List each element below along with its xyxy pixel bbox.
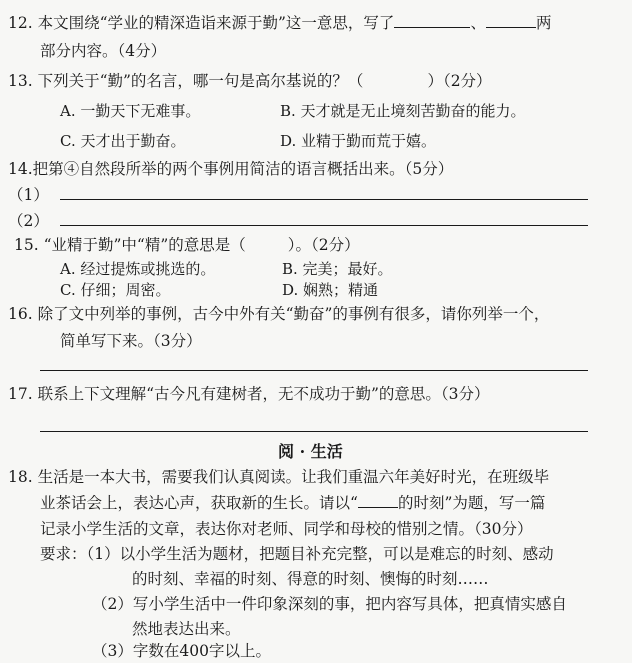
q12-line2: 部分内容。（4分） xyxy=(40,42,167,60)
q14-answer-2-label: （2） xyxy=(8,212,49,230)
q14-stem: 14.把第④自然段所举的两个事例用简洁的语言概括出来。（5分） xyxy=(8,160,454,178)
q15-option-d: D. 娴熟；精通 xyxy=(282,281,379,299)
q18-line1: 18. 生活是一本大书，需要我们认真阅读。让我们重温六年美好时光，在班级毕 xyxy=(8,468,550,486)
q13-option-a: A. 一勤天下无难事。 xyxy=(60,102,201,120)
q12-line1: 12. 本文围绕“学业的精深造诣来源于勤”这一意思，写了 、 两 xyxy=(8,14,552,32)
q15-stem: 15. “业精于勤”中“精”的意思是（ ）。（2分） xyxy=(14,236,360,254)
q18-line2: 业茶话会上，表达心声，获取新的生长。请以“ 的时刻”为题，写一篇 xyxy=(40,494,546,512)
q18-requirement-1a: 要求：（1）以小学生活为题材，把题目补充完整，可以是难忘的时刻、感动 xyxy=(40,545,554,563)
q14-answer-1-line[interactable] xyxy=(60,199,588,200)
q16-answer-line[interactable] xyxy=(40,370,588,371)
q16-line2: 简单写下来。（3分） xyxy=(60,332,202,350)
q18-line3: 记录小学生活的文章，表达你对老师、同学和母校的惜别之情。（30分） xyxy=(40,520,533,538)
q13-option-c: C. 天才出于勤奋。 xyxy=(60,132,186,150)
q16-line1: 16. 除了文中列举的事例，古今中外有关“勤奋”的事例有很多，请你列举一个， xyxy=(8,305,550,323)
q14-answer-2-line[interactable] xyxy=(60,225,588,226)
q13-stem: 13. 下列关于“勤”的名言，哪一句是高尔基说的？（ ）（2分） xyxy=(8,72,492,90)
q18-requirement-2a: （2）写小学生活中一件印象深刻的事，把内容写具体，把真情实感自 xyxy=(92,595,567,613)
q15-option-a: A. 经过提炼或挑选的。 xyxy=(60,260,216,278)
q18-requirement-1b: 的时刻、幸福的时刻、得意的时刻、懊悔的时刻…… xyxy=(132,570,489,588)
q18-title-blank[interactable] xyxy=(358,492,398,508)
q13-option-b: B. 天才就是无止境刻苦勤奋的能力。 xyxy=(280,102,526,120)
q13-option-d: D. 业精于勤而荒于嬉。 xyxy=(280,132,437,150)
q14-answer-1-label: （1） xyxy=(8,186,49,204)
q17-line1: 17. 联系上下文理解“古今凡有建树者，无不成功于勤”的意思。（3分） xyxy=(8,385,490,403)
q15-option-b: B. 完美；最好。 xyxy=(282,260,393,278)
q12-blank-2[interactable] xyxy=(486,12,536,28)
q18-requirement-3: （3）字数在400字以上。 xyxy=(92,642,271,660)
q12-blank-1[interactable] xyxy=(394,12,470,28)
q18-requirement-2b: 然地表达出来。 xyxy=(132,620,241,638)
q17-answer-line[interactable] xyxy=(40,431,588,432)
section-title: 阅 · 生活 xyxy=(278,442,343,461)
q15-option-c: C. 仔细；周密。 xyxy=(60,281,171,299)
